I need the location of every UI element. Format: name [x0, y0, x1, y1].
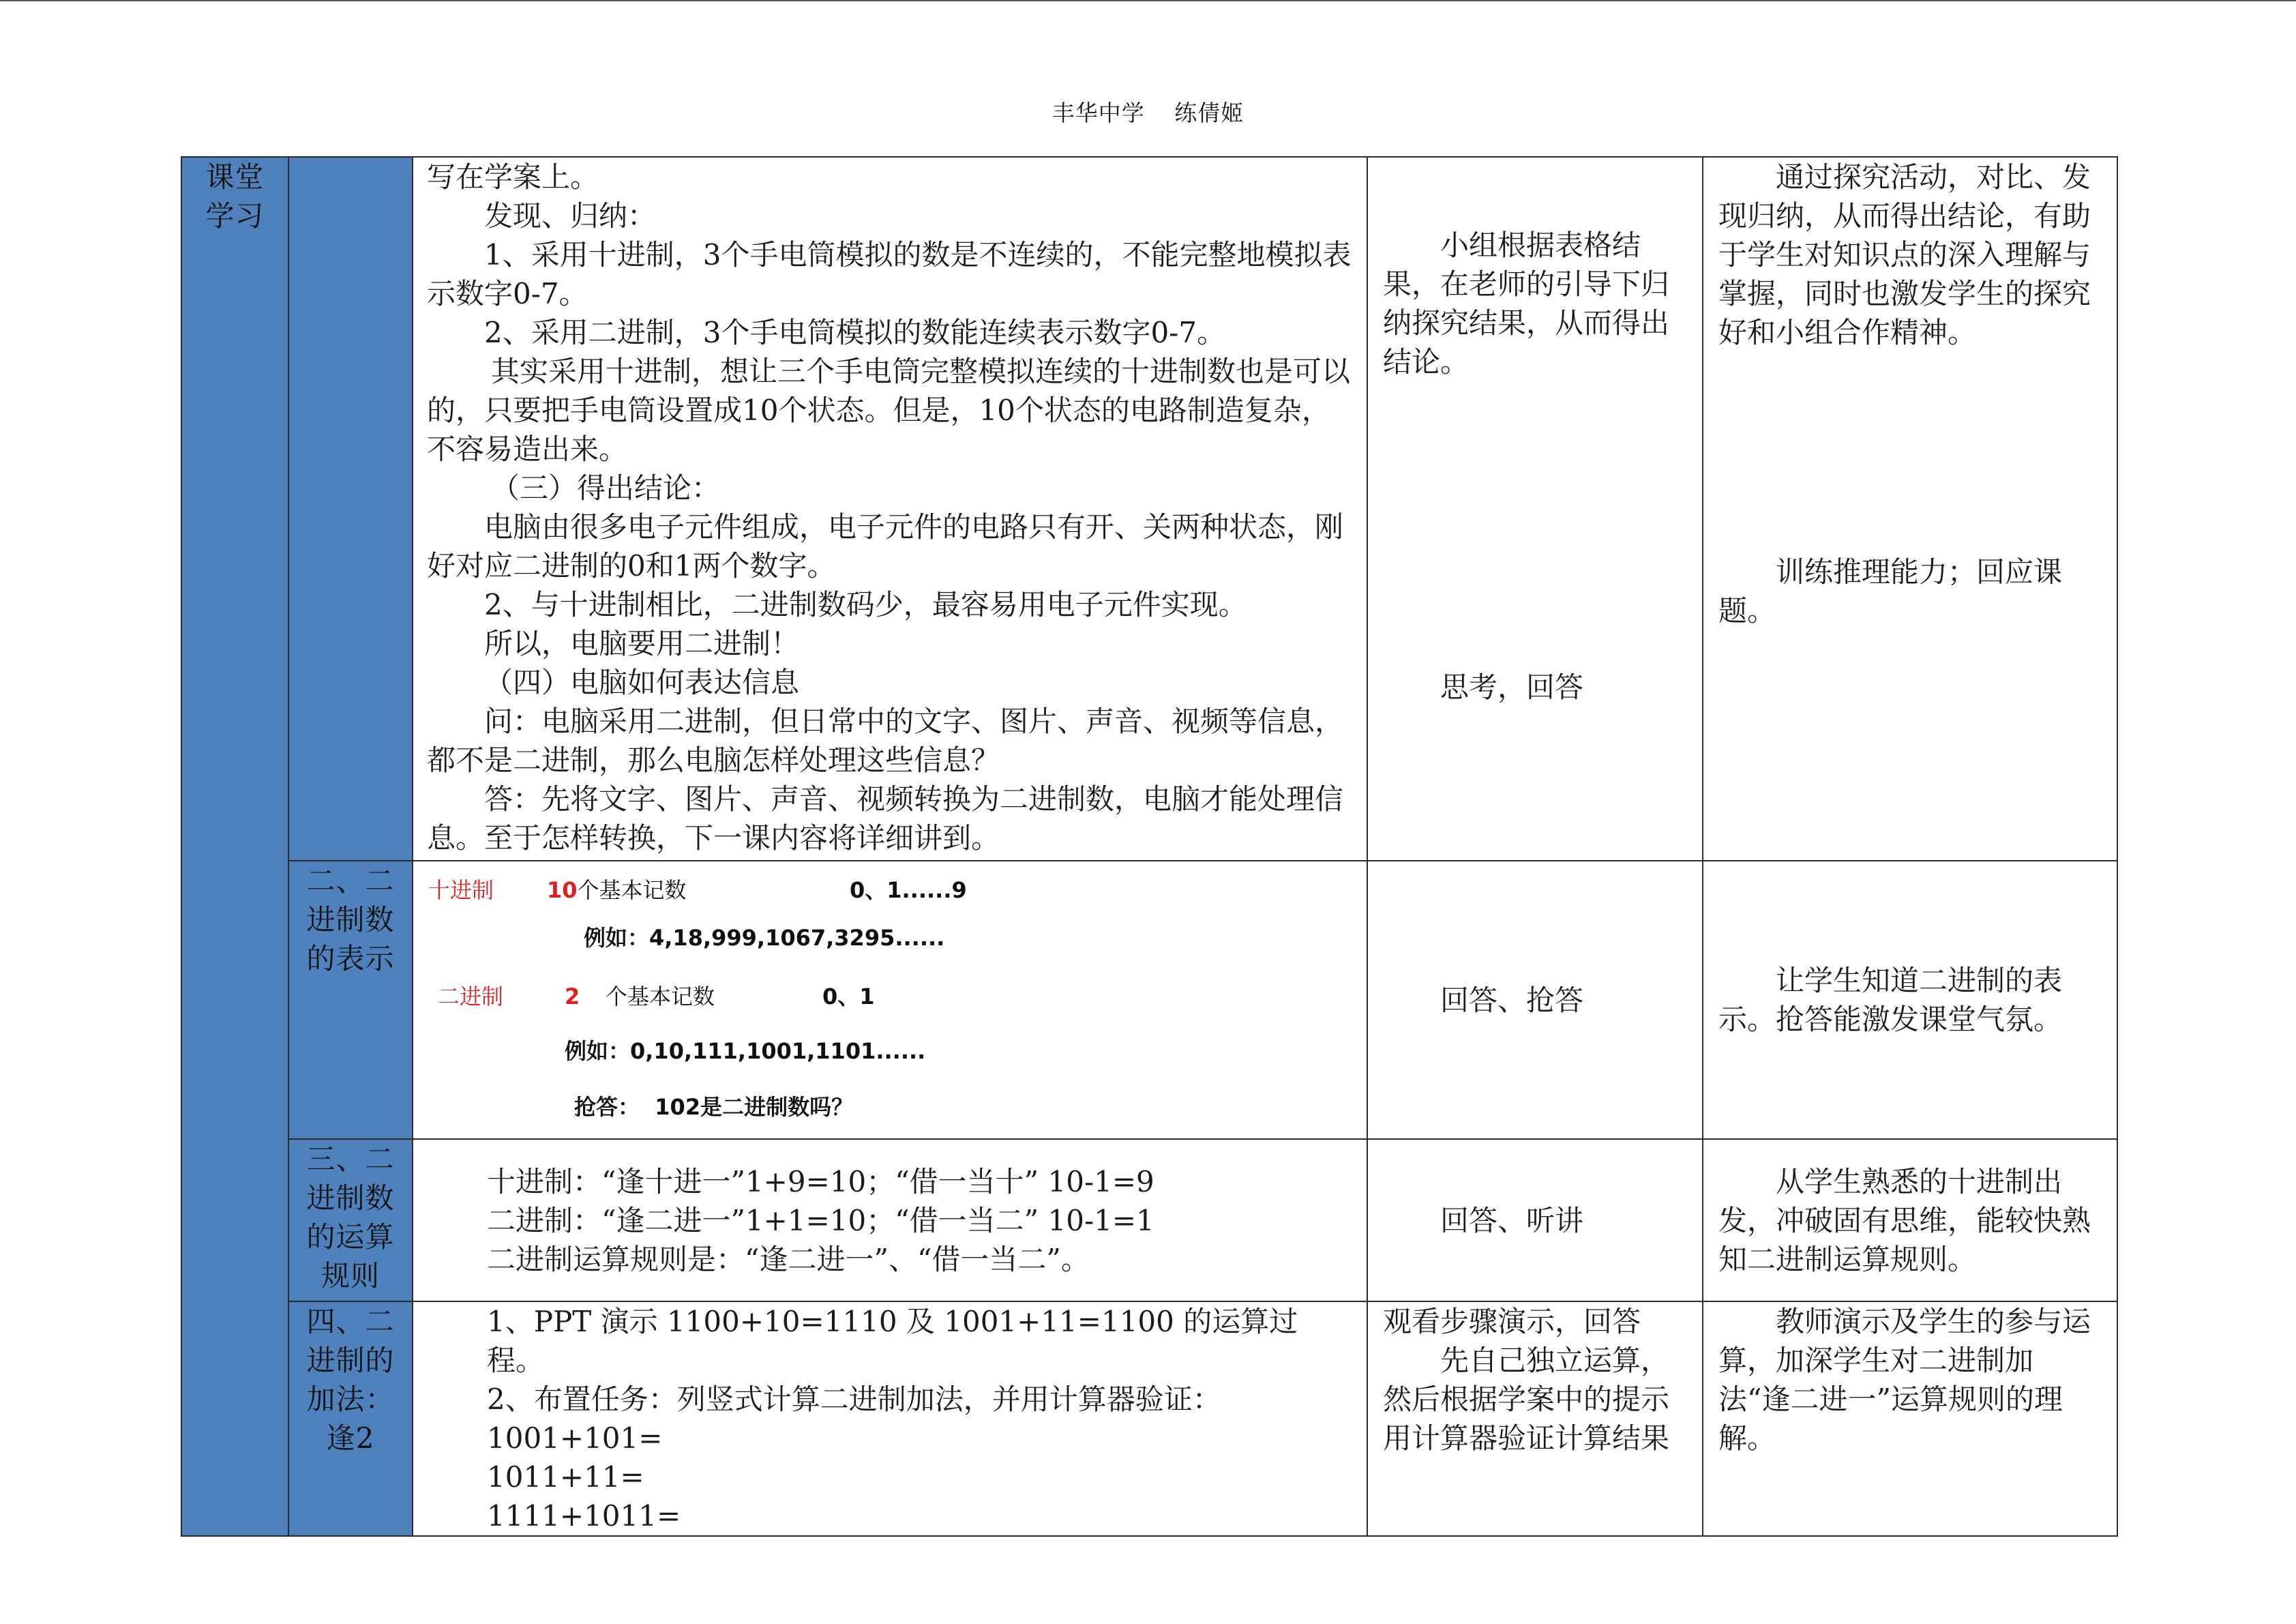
page-header — [0, 95, 2296, 128]
decimal-label: 十进制 — [428, 877, 494, 903]
activity-cell — [1367, 1301, 1703, 1536]
lesson-plan-table — [181, 156, 2118, 1537]
table-row — [181, 861, 2117, 1139]
content-text: （四）电脑如何表达信息 — [484, 666, 800, 699]
content-cell — [413, 861, 1367, 1139]
decimal-text: 个基本记数 — [577, 877, 687, 903]
content-text: 1、采用十进制，3个手电筒模拟的数是不连续的，不能完整地模拟表示数字0-7。 — [427, 238, 1352, 310]
content-text: 十进制：“逢十进一”1+9=10；“借一当十” 10-1=9 — [487, 1164, 1154, 1198]
content-text: 其实采用十进制，想让三个手电筒完整模拟连续的十进制数也是可以的，只要把手电筒设置成10个状态。但是，10个状态的电路制造复杂，不容易造出来。 — [427, 355, 1351, 466]
binary-digits: 0、1 — [822, 984, 875, 1009]
content-text: 2、布置任务：列竖式计算二进制加法，并用计算器验证： — [487, 1383, 1221, 1416]
content-cell — [413, 1139, 1367, 1301]
binary-count: 2 — [565, 984, 580, 1009]
activity-text: 回答、抢答 — [1440, 983, 1584, 1017]
content-text: 发现、归纳： — [484, 199, 657, 233]
content-text: 电脑由很多电子元件组成，电子元件的电路只有开、关两种状态，刚好对应二进制的0和1两个数字。 — [427, 510, 1344, 582]
activity-text: 先自己独立运算，然后根据学案中的提示用计算器验证计算结果 — [1383, 1344, 1670, 1455]
intent-cell — [1703, 861, 2117, 1139]
subsection-cell — [288, 861, 413, 1139]
subsection-cell — [288, 1139, 413, 1301]
intent-cell — [1703, 157, 2117, 861]
content-text: 2、与十进制相比，二进制数码少，最容易用电子元件实现。 — [484, 588, 1247, 621]
content-text: 答：先将文字、图片、声音、视频转换为二进制数，电脑才能处理信息。至于怎样转换，下一课内容将详细讲到。 — [427, 782, 1344, 855]
content-text: 问：电脑采用二进制，但日常中的文字、图片、声音、视频等信息，都不是二进制，那么电脑怎样处理这些信息？ — [427, 705, 1344, 777]
activity-text: 小组根据表格结果，在老师的引导下归纳探究结果，从而得出结论。 — [1383, 228, 1670, 379]
subsection-label: 三、二进制数的运算规则 — [306, 1142, 395, 1293]
teacher-name: 练倩姬 — [1174, 100, 1244, 126]
content-text: 1011+11= — [487, 1460, 644, 1494]
binary-label: 二进制 — [438, 984, 504, 1009]
intent-text: 通过探究活动，对比、发现归纳，从而得出结论，有助于学生对知识点的深入理解与掌握，同时也激发学生的探究好和小组合作精神。 — [1718, 160, 2091, 349]
intent-text: 教师演示及学生的参与运算，加深学生对二进制加法“逢二进一”运算规则的理解。 — [1718, 1305, 2091, 1455]
decimal-digits: 0、1......9 — [850, 877, 967, 903]
intent-cell — [1703, 1301, 2117, 1536]
activity-cell — [1367, 157, 1703, 861]
section-label: 课堂学习 — [205, 160, 265, 233]
intent-cell — [1703, 1139, 2117, 1301]
decimal-line — [428, 876, 494, 904]
intent-text: 训练推理能力；回应课题。 — [1718, 555, 2063, 628]
table-row — [181, 157, 2117, 861]
subsection-cell-empty — [288, 157, 413, 861]
binary-text: 个基本记数 — [606, 984, 715, 1009]
content-text: 二进制：“逢二进一”1+1=10；“借一当二” 10-1=1 — [487, 1203, 1154, 1237]
content-text: （三）得出结论： — [491, 471, 721, 505]
content-text: 1001+101= — [487, 1421, 663, 1455]
slide-image — [413, 861, 1367, 1137]
quiz-question: 抢答： 102是二进制数吗？ — [574, 1094, 854, 1120]
activity-cell — [1367, 861, 1703, 1139]
binary-example: 例如：0,10,111,1001,1101...... — [565, 1038, 926, 1064]
table-row — [181, 1139, 2117, 1301]
activity-cell — [1367, 1139, 1703, 1301]
content-text: 所以，电脑要用二进制！ — [484, 627, 800, 660]
subsection-label: 四、二进制的加法：逢2 — [306, 1305, 395, 1455]
content-text: 1、PPT 演示 1100+10=1110 及 1001+11=1100 的运算过程。 — [487, 1305, 1298, 1377]
subsection-label: 二、二进制数的表示 — [306, 864, 395, 975]
content-text: 1111+1011= — [487, 1499, 681, 1533]
content-cell — [413, 1301, 1367, 1536]
decimal-count: 10 — [547, 877, 578, 903]
activity-text: 回答、听讲 — [1440, 1203, 1584, 1237]
subsection-cell — [288, 1301, 413, 1536]
intent-text: 从学生熟悉的十进制出发，冲破固有思维，能较快熟知二进制运算规则。 — [1718, 1164, 2091, 1276]
section-label-cell — [181, 157, 288, 1536]
content-text: 2、采用二进制，3个手电筒模拟的数能连续表示数字0-7。 — [484, 316, 1226, 349]
top-rule — [0, 0, 2296, 1]
content-text: 二进制运算规则是：“逢二进一”、“借一当二”。 — [487, 1242, 1090, 1276]
intent-text: 让学生知道二进制的表示。抢答能激发课堂气氛。 — [1718, 964, 2063, 1036]
school-name: 丰华中学 — [1052, 100, 1145, 126]
table-row — [181, 1301, 2117, 1536]
activity-text: 思考，回答 — [1440, 670, 1584, 704]
activity-text: 观看步骤演示，回答 — [1383, 1305, 1641, 1338]
content-text: 写在学案上。 — [427, 160, 599, 194]
content-cell — [413, 157, 1367, 861]
decimal-example: 例如：4,18,999,1067,3295...... — [584, 925, 945, 951]
